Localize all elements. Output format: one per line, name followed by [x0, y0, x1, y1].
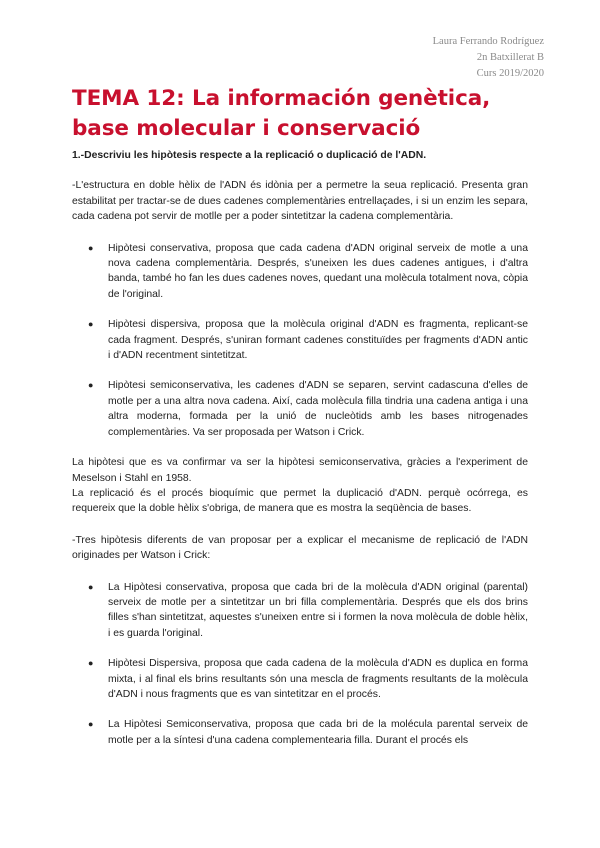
list-item	[72, 656, 528, 702]
bullet-icon: ●	[88, 242, 94, 253]
list-item-text: Hipòtesi dispersiva, proposa que la molècula original d'ADN es fragmenta, replicant-se cada fragment. Després, s'uniran formant cadenes constituïdes per fragments d'ADN antic i d'ADN recentment sintetitzat.	[108, 319, 528, 362]
replication-paragraph: La replicació és el procés bioquímic que permet la duplicació d'ADN. perquè ocórrega, es requereix que la doble hèlix s'obriga, de manera que es mostra la seqüència de bases.	[72, 487, 528, 515]
document-header	[433, 34, 544, 82]
intro-paragraph: -L'estructura en doble hèlix de l'ADN és idònia per a permetre la seua replicació. Presenta gran estabilitat per tractar-se de dues cadenes complementàries entrellaçades, i si un enzim les separa, cada cadena pot servir de motlle per a poder sintetitzar la cadena complementària.	[72, 180, 528, 223]
document-body	[72, 148, 528, 763]
list-item-text: Hipòtesi conservativa, proposa que cada cadena d'ADN original serveix de motle a una nova cadena complementària. Després, s'uneixen les dues cadenes antigues, i d'altra banda, també ho fan les dues cadenes noves, quedant una molècula totalment nova, còpia de l'original.	[108, 242, 528, 300]
list-item	[72, 241, 528, 303]
hypotheses-list-1	[72, 241, 528, 440]
bullet-icon: ●	[88, 719, 94, 730]
list-item-text: La Hipòtesi Semiconservativa, proposa que cada bri de la molécula parental serveix de motle per a la síntesi d'una cadena complementearia filla. Durant el procés els	[108, 719, 528, 746]
conclusion-paragraph: La hipòtesi que es va confirmar va ser la hipòtesi semiconservativa, gràcies a l'experiment de Meselson i Stahl en 1958.	[72, 457, 528, 484]
hypotheses-intro-paragraph: -Tres hipòtesis diferents de van proposar per a explicar el mecanisme de replicació de l'ADN originades per Watson i Crick:	[72, 534, 528, 562]
list-item-text: La Hipòtesi conservativa, proposa que cada bri de la molècula d'ADN original (parental) serveix de motle per a sintetitzar un bri filla complementària. Després que els dos brins filles s'han sintetitzat, aquestes s'uneixen entre si i formen la nova molècula de doble hèlix, i es guarda l'original.	[108, 581, 528, 639]
course-year: Curs 2019/2020	[476, 68, 544, 79]
list-item	[72, 717, 528, 748]
class-name: 2n Batxillerat B	[476, 52, 544, 63]
document-title: TEMA 12: La información genètica, base molecular i conservació	[72, 86, 491, 141]
list-item	[72, 378, 528, 440]
bullet-icon: ●	[88, 319, 94, 330]
question-heading: 1.-Descriviu les hipòtesis respecte a la replicació o duplicació de l'ADN.	[72, 150, 427, 161]
list-item	[72, 317, 528, 363]
bullet-icon: ●	[88, 380, 94, 391]
bullet-icon: ●	[88, 581, 94, 592]
list-item	[72, 580, 528, 642]
list-item-text: Hipòtesi semiconservativa, les cadenes d'ADN se separen, servint cadascuna d'elles de motle per a una altra nova cadena. Així, cada molècula filla tindria una cadena antiga i una altra moderna, formada per la unió de nucleòtids amb les bases nitrogenades complementàries. Va ser proposada per Watson i Crick.	[108, 380, 528, 438]
bullet-icon: ●	[88, 658, 94, 669]
hypotheses-list-2	[72, 580, 528, 749]
author-name: Laura Ferrando Rodríguez	[432, 36, 544, 47]
list-item-text: Hipòtesi Dispersiva, proposa que cada cadena de la molècula d'ADN es duplica en forma mixta, i al final els brins resultants són una mescla de fragments resultants de la molècula d'ADN i nous fragments que es van sintetitzar en el procés.	[108, 658, 528, 700]
